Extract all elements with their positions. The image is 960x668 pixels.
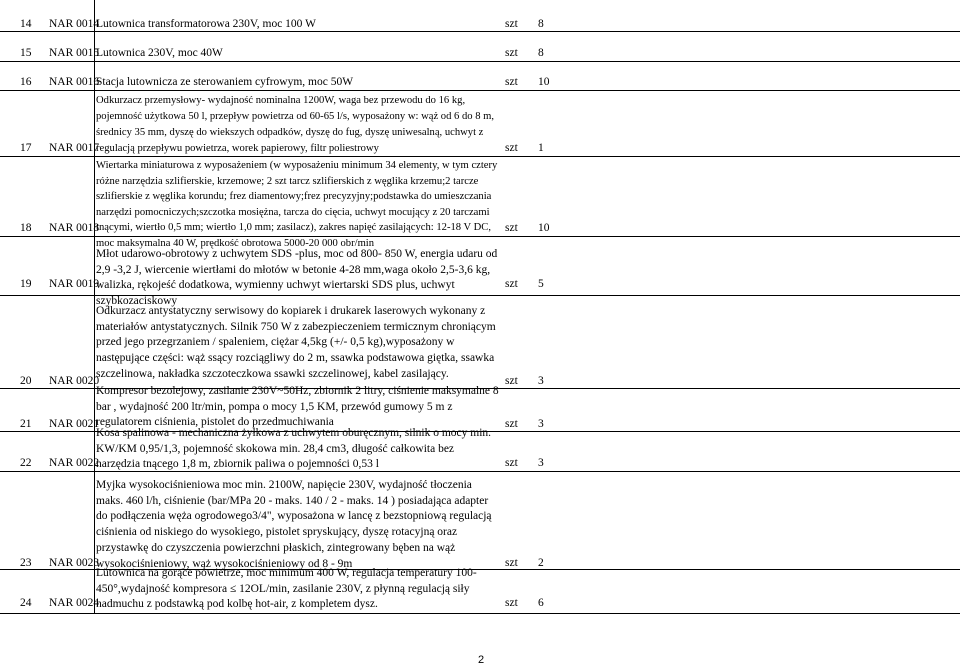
- item-unit: szt: [505, 418, 518, 430]
- item-quantity: 8: [538, 18, 544, 30]
- row-number: 22: [20, 457, 32, 469]
- item-code: NAR 0015: [49, 47, 100, 59]
- item-description: Młot udarowo-obrotowy z uchwytem SDS -plus, moc od 800- 850 W, energia udaru od 2,9 -3,2 J, wiercenie wiertłami do młotów w betonie 4-28 mm,waga około 2,5-3,6 kg, walizka, rękojeść dodatkowa, wymienny uchwyt wiertarski SDS plus, uchwyt szybkozaciskowy: [96, 248, 498, 308]
- row-number: 24: [20, 597, 32, 609]
- item-description: Lutownica transformatorowa 230V, moc 100 W: [96, 18, 316, 30]
- item-code: NAR 0014: [49, 18, 100, 30]
- item-code: NAR 0021: [49, 418, 100, 430]
- item-unit: szt: [505, 557, 518, 569]
- row-number: 18: [20, 222, 32, 234]
- item-code: NAR 0022: [49, 457, 100, 469]
- item-unit: szt: [505, 597, 518, 609]
- item-description: Kosa spalinowa - mechaniczna żyłkowa z uchwytem oburęcznym, silnik o mocy min. KW/KM 0,95/1,3, pojemność skokowa min. 28,4 cm3, długość całkowita bez narzędzia tnącego 1,8 m, zbiornik paliwa o pojemności 0,53 l: [96, 427, 492, 471]
- row-number: 21: [20, 418, 32, 430]
- item-unit: szt: [505, 278, 518, 290]
- item-quantity: 2: [538, 557, 544, 569]
- row-number: 23: [20, 557, 32, 569]
- row-number: 20: [20, 375, 32, 387]
- item-code: NAR 0017: [49, 142, 100, 154]
- row-number: 16: [20, 76, 32, 88]
- item-quantity: 5: [538, 278, 544, 290]
- item-description: Lutownica 230V, moc 40W: [96, 47, 223, 59]
- item-unit: szt: [505, 375, 518, 387]
- item-code: NAR 0016: [49, 76, 100, 88]
- item-description: Myjka wysokociśnieniowa moc min. 2100W, napięcie 230V, wydajność tłoczenia maks. 460 l/h, ciśnienie (bar/MPa 20 - maks. 140 / 2 - maks. 14 ) posiadająca adapter do podłączenia węża ogrodowego3/4", wyposażona w lancę z bezstopniową regulacją ciśnienia od niskiego do wysokiego, pistolet spryskujący, dyszę rotacyjną oraz przystawkę do czyszczenia powierzchni płaskich, zintegrowany bęben na wąż wysokociśnieniowy, wąż wysokociśnieniowy od 8 - 9m: [96, 479, 492, 570]
- item-code: NAR 0023: [49, 557, 100, 569]
- row-number: 17: [20, 142, 32, 154]
- item-unit: szt: [505, 18, 518, 30]
- item-unit: szt: [505, 222, 518, 234]
- row-border: [0, 613, 960, 614]
- item-quantity: 1: [538, 142, 544, 154]
- item-code: NAR 0024: [49, 597, 100, 609]
- item-description: Odkurzacz antystatyczny serwisowy do kopiarek i drukarek laserowych wykonany z materiałów antystatycznych. Silnik 750 W z zabezpieczeniem termicznym chroniącym przed jego przegrzaniem / spaleniem, ciężar 4,5kg (+/- 0,5 kg),wyposażony w następujące części: wąż ssący rozciągliwy do 2 m, ssawka podstawowa giętka, ssawka szczelinowa, nakładka szczoteczkowa ssawki szczelinowej, kabel zasilający.: [96, 305, 496, 380]
- item-quantity: 3: [538, 375, 544, 387]
- item-unit: szt: [505, 47, 518, 59]
- item-description: Kompresor bezolejowy, zasilanie 230V~50Hz, zbiornik 2 litry, ciśnienie maksymalne 8 bar , wydajność 200 ltr/min, pompa o mocy 1,5 KM, przewód gumowy 5 m z regulatorem ciśnienia, pistolet do przedmuchiwania: [96, 385, 499, 429]
- item-description: Odkurzacz przemysłowy- wydajność nominalna 1200W, waga bez przewodu do 16 kg, pojemność użytkowa 50 l, przepływ powietrza od 60-65 l/s, wyposażony w: wąż od 6 do 8 m, średnicy 35 mm, dyszę do wiekszych odpadków, dyszę do fug, dyszę uniwesalną, uchwyt z regulacją przepływu powietrza, worek papierowy, filtr poliestrowy: [96, 95, 495, 154]
- item-description: Wiertarka miniaturowa z wyposażeniem (w wyposażeniu minimum 34 elementy, w tym cztery różne narzędzia szlifierskie, krzemowe; 2 szt tarcz szlifierskich z węglika krzemu;2 tarcze szlifierskie z węglika korundu; frez diamentowy;frez precyzyjny;podstawka do umieszczania narzędzi pomocniczych;szczotka mosiężna, tarcza do cięcia, uchwyt mocujący z 20 tarczami tnącymi, wiertło 0,5 mm; wiertło 1,0 mm; zasilacz), zakres napięć zasilających: 12-18 V DC, moc maksymalna 40 W, prędkość obrotowa 5000-20 000 obr/min: [96, 160, 498, 249]
- item-quantity: 6: [538, 597, 544, 609]
- item-code: NAR 0019: [49, 278, 100, 290]
- column-border: [94, 0, 95, 613]
- item-quantity: 10: [538, 222, 550, 234]
- item-unit: szt: [505, 457, 518, 469]
- item-code: NAR 0020: [49, 375, 100, 387]
- item-quantity: 8: [538, 47, 544, 59]
- item-quantity: 3: [538, 418, 544, 430]
- row-number: 19: [20, 278, 32, 290]
- item-unit: szt: [505, 76, 518, 88]
- page-number: 2: [478, 654, 485, 666]
- row-number: 14: [20, 18, 32, 30]
- item-unit: szt: [505, 142, 518, 154]
- row-number: 15: [20, 47, 32, 59]
- item-code: NAR 0018: [49, 222, 100, 234]
- item-quantity: 10: [538, 76, 550, 88]
- item-description: Stacja lutownicza ze sterowaniem cyfrowym, moc 50W: [96, 76, 354, 88]
- item-description: Lutownica na gorące powietrze, moc minimum 400 W, regulacja temperatury 100- 450°,wydajność kompresora ≤ 12OL/min, zasilanie 230V, z płynną regulacją siły nadmuchu z podstawką pod kolbę hot-air, z kompletem dysz.: [96, 567, 477, 611]
- item-quantity: 3: [538, 457, 544, 469]
